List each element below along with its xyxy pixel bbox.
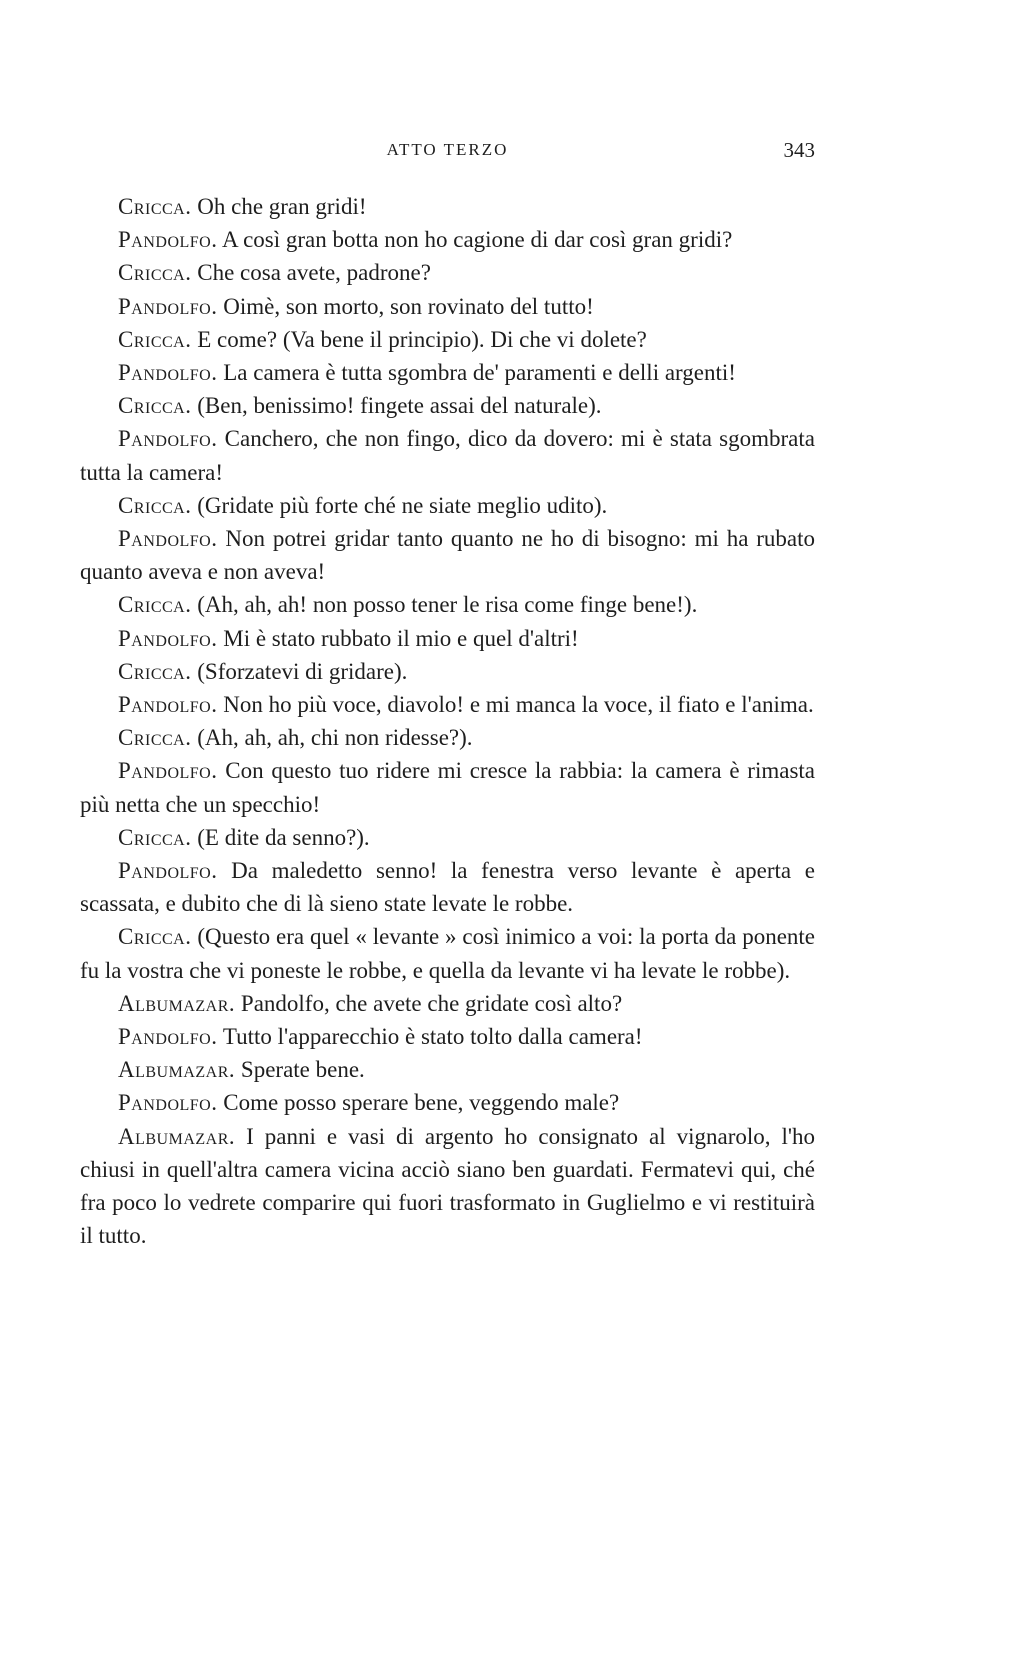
speaker-name: Cricca. <box>118 492 192 518</box>
speech-paragraph <box>80 987 815 1020</box>
speaker-name: Pandolfo. <box>118 858 218 884</box>
speech-paragraph <box>80 256 815 289</box>
speaker-name: Pandolfo. <box>118 1024 218 1050</box>
speech-text: Che cosa avete, padrone? <box>197 260 431 286</box>
speech-text: (Ah, ah, ah! non posso tener le risa come finge bene!). <box>197 592 698 618</box>
speech-paragraph <box>80 1120 815 1253</box>
speaker-name: Pandolfo. <box>118 625 218 651</box>
speech-text: (Questo era quel « levante » così inimico a voi: la porta da ponente fu la vostra che vi poneste le robbe, e quella da levante vi ha levate le robbe). <box>80 924 816 983</box>
speech-paragraph <box>80 422 815 488</box>
speech-paragraph <box>80 1020 815 1053</box>
speech-text: (Ben, benissimo! fingete assai del naturale). <box>197 393 602 419</box>
speech-paragraph <box>80 489 815 522</box>
speaker-name: Cricca. <box>118 260 192 286</box>
speaker-name: Pandolfo. <box>118 293 218 319</box>
speech-paragraph <box>80 721 815 754</box>
speaker-name: Cricca. <box>118 824 192 850</box>
speech-paragraph <box>80 688 815 721</box>
speech-text: Da maledetto senno! la fenestra verso levante è aperta e scassata, e dubito che di là sieno state levate le robbe. <box>80 858 816 917</box>
running-title: ATTO TERZO <box>386 140 509 159</box>
speech-paragraph <box>80 821 815 854</box>
speech-text: Oimè, son morto, son rovinato del tutto! <box>223 293 594 319</box>
speaker-name: Cricca. <box>118 924 192 950</box>
speech-paragraph <box>80 223 815 256</box>
speaker-name: Pandolfo. <box>118 692 218 718</box>
speaker-name: Pandolfo. <box>118 360 218 386</box>
speech-paragraph <box>80 190 815 223</box>
speech-paragraph <box>80 754 815 820</box>
speech-text: (E dite da senno?). <box>197 824 370 850</box>
speech-text: Sperate bene. <box>240 1057 365 1083</box>
speech-text: E come? (Va bene il principio). Di che vi dolete? <box>197 326 647 352</box>
speaker-name: Pandolfo. <box>118 526 218 552</box>
speech-text: Pandolfo, che avete che gridate così alto? <box>240 990 623 1016</box>
speech-text: Tutto l'apparecchio è stato tolto dalla camera! <box>222 1024 643 1050</box>
page-number: 343 <box>783 138 815 162</box>
speech-paragraph <box>80 522 815 588</box>
dialogue-body <box>80 190 815 1253</box>
speech-text: A così gran botta non ho cagione di dar così gran gridi? <box>221 227 733 253</box>
speaker-name: Pandolfo. <box>118 227 218 253</box>
speech-paragraph <box>80 622 815 655</box>
speech-text: I panni e vasi di argento ho consignato al vignarolo, l'ho chiusi in quell'altra camera vicina acciò siano ben guardati. Fermatevi qui, ché fra poco lo vedrete comparire qui fuori trasformato in Guglielmo e vi restituirà il tutto. <box>80 1123 816 1249</box>
speech-paragraph <box>80 389 815 422</box>
speech-text: (Gridate più forte ché ne siate meglio udito). <box>197 492 608 518</box>
speech-paragraph <box>80 356 815 389</box>
speaker-name: Cricca. <box>118 725 192 751</box>
speech-paragraph <box>80 655 815 688</box>
speaker-name: Cricca. <box>118 592 192 618</box>
speech-paragraph <box>80 920 815 986</box>
speech-text: Come posso sperare bene, veggendo male? <box>223 1090 620 1116</box>
speech-text: Con questo tuo ridere mi cresce la rabbia: la camera è rimasta più netta che un specchio! <box>80 758 816 817</box>
speaker-name: Pandolfo. <box>118 1090 218 1116</box>
speech-paragraph <box>80 323 815 356</box>
speech-text: La camera è tutta sgombra de' paramenti e delli argenti! <box>223 360 736 386</box>
speech-text: (Ah, ah, ah, chi non ridesse?). <box>197 725 473 751</box>
speech-paragraph <box>80 290 815 323</box>
speech-text: Non potrei gridar tanto quanto ne ho di bisogno: mi ha rubato quanto aveva e non aveva! <box>80 526 816 585</box>
speech-paragraph <box>80 854 815 920</box>
speech-text: (Sforzatevi di gridare). <box>197 658 408 684</box>
speech-paragraph <box>80 1053 815 1086</box>
speaker-name: Cricca. <box>118 393 192 419</box>
speaker-name: Pandolfo. <box>118 758 218 784</box>
speech-text: Canchero, che non fingo, dico da dovero: mi è stata sgombrata tutta la camera! <box>80 426 815 485</box>
speaker-name: Cricca. <box>118 658 192 684</box>
speaker-name: Cricca. <box>118 194 192 219</box>
speech-paragraph <box>80 1086 815 1119</box>
speaker-name: Albumazar. <box>118 1057 236 1083</box>
speech-text: Mi è stato rubbato il mio e quel d'altri! <box>223 625 579 651</box>
speaker-name: Pandolfo. <box>118 426 218 452</box>
speaker-name: Albumazar. <box>118 990 236 1016</box>
speech-text: Non ho più voce, diavolo! e mi manca la voce, il fiato e l'anima. <box>223 692 814 718</box>
speech-text: Oh che gran gridi! <box>197 194 367 219</box>
running-head <box>80 138 815 168</box>
speaker-name: Albumazar. <box>118 1123 236 1149</box>
speaker-name: Cricca. <box>118 326 192 352</box>
speech-paragraph <box>80 588 815 621</box>
